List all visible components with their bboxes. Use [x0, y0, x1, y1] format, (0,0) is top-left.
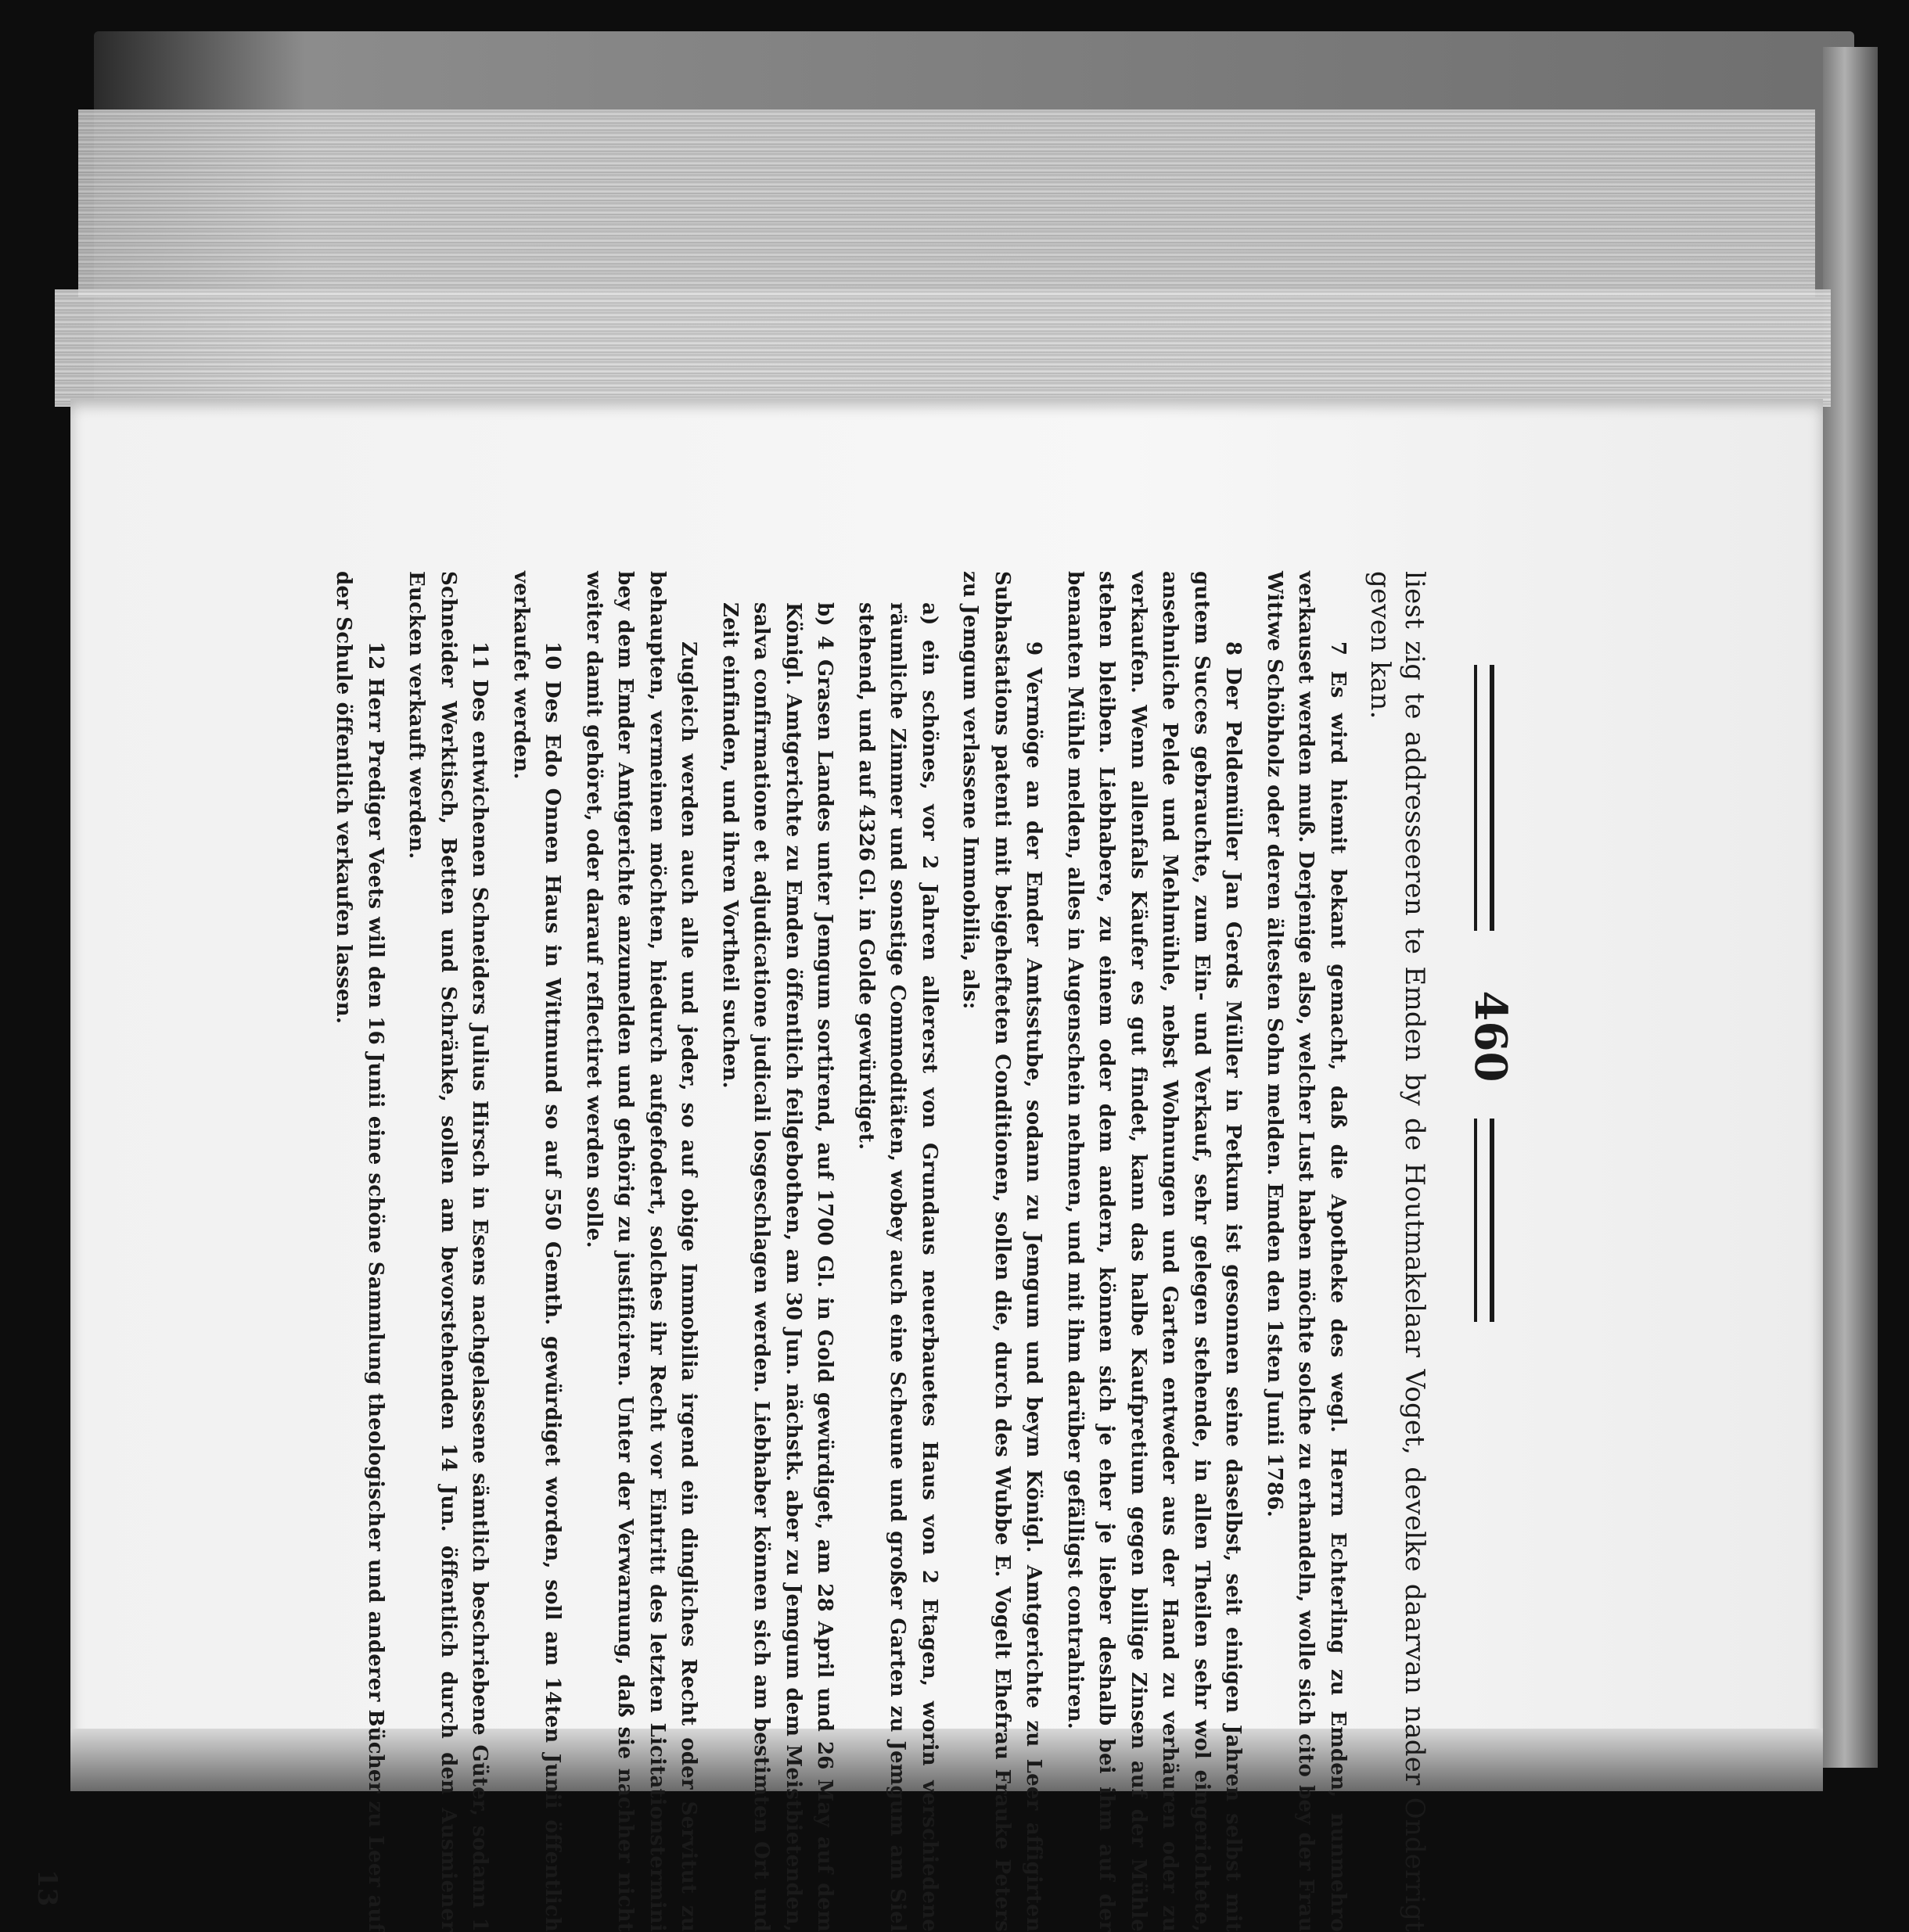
page-number: 460 [1465, 990, 1516, 1083]
paragraph-10: 10 Des Edo Onnen Haus in Wittmund so auf 550 Gemth. gewürdiget worden, soll am 14ten Junii öffentlich verkaufet werden. [509, 571, 565, 1932]
page-edges-upper [78, 110, 1815, 297]
paragraph-12: 12 Herr Prediger Veets will den 16 Junii eine schöne Sammlung theologischer und anderer Bücher zu Leer auf der Schule öffentlich verkaufen lassen. [332, 571, 387, 1932]
paragraph-intro-dutch: liest zig te addresseeren te Emden by de Houtmakelaar Voget, develke daarvan nader Onderrigt geven kan. [1364, 571, 1430, 1932]
header-rule-left [1474, 665, 1494, 931]
page-text-block [0, 571, 1541, 1932]
paragraph-11: 11 Des entwichenen Schneiders Julius Hirsch in Esens nachgelassene sämtlich beschriebene Güter, sodann 1 Schneider Werktisch, Betten und Schränke, sollen am bevorstehenden 14 Jun. öffentlich durch den Ausmiener Eucken verkauft werden. [404, 571, 492, 1932]
rotated-page-content [0, 571, 1541, 1932]
paragraphs [318, 571, 1432, 1932]
catchword: 13 [31, 1869, 63, 1907]
paragraph-zugleich: Zugleich werden auch alle und jeder, so auf obige Immobilia irgend ein dingliches Recht oder Servitut zu behaupten, vermeinen möchten, hiedurch aufgefodert, solches ihr Recht vor Eintritt des letzten Licitationstermini bey dem Emder Amtgerichte anzumelden und gehörig zu justificiren. Unter der Verwarnung, daß sie nachher nicht weiter damit gehöret, oder darauf reflectiret werden solle. [582, 571, 701, 1932]
paragraph-9: 9 Vermöge an der Emder Amtsstube, sodann zu Jemgum und beym Königl. Amtgerichte zu Leer affigirten Subhastations patenti mit beigehefteten Conditionen, sollen die, durch des Wubbe E. Vogelt Ehefrau Frauke Peters zu Jemgum verlassene Immobilia, als: [958, 571, 1046, 1932]
paragraph-9a: a) ein schönes, vor 2 Jahren allererst von Grundaus neuerbauetes Haus von 2 Etagen, worin verschiedene räumliche Zimmer und sonstige Commoditäten, wobey auch eine Scheune und großer Garten zu Jemgum am Siel stehend, und auf 4326 Gl. in Golde gewürdiget. [854, 602, 941, 1932]
paragraph-9b: b) 4 Grasen Landes unter Jemgum sortirend, auf 1700 Gl. in Gold gewürdiget, am 28 April und 26 May auf dem Königl. Amtgerichte zu Emden öffentlich feilgebothen, am 30 Jun. nächstk. aber zu Jemgum dem Meistbietenden, salva confirmatione et adjudicatione judicali losgeschlagen werden. Liebhaber können sich am bestimten Ort und Zeit einfinden, und ihren Vortheil suchen. [718, 602, 837, 1932]
page-edges-lower [55, 289, 1831, 407]
paragraph-8: 8 Der Peldemüller Jan Gerds Müller in Petkum ist gesonnen seine daselbst, seit einigen Jahren selbst mit gutem Succes gebrauchte, zum Ein- und Verkauf, sehr gelegen stehende, in allen Theilen sehr wol eingerichtete, ansehnliche Pelde und Mehlmühle, nebst Wohnungen und Garten entweder aus der Hand zu verhäuren oder zu verkaufen. Wenn allenfals Käufer es gut findet, kann das halbe Kaufpretium gegen billige Zinsen auf der Mühle stehen bleiben. Liebhabere, zu einem oder dem andern, können sich je eher je lieber deshalb bei ihm auf der benanten Mühle melden, alles in Augenschein nehmen, und mit ihm darüber gefälligst contrahiren. [1063, 571, 1246, 1932]
header-rule-right [1474, 1119, 1494, 1322]
page-header [1455, 571, 1518, 1932]
paragraph-7: 7 Es wird hiemit bekant gemacht, daß die Apotheke des wegl. Herrn Echterling zu Emden, nunmehro verkauset werden muß. Derjenige also, welcher Lust haben möchte solche zu erhandeln, wolle sich cito bey der Frau Wittwe Schöbholz oder deren ältesten Sohn melden. Emden den 1sten Junii 1786. [1263, 571, 1350, 1932]
book-spine [1823, 47, 1878, 1768]
